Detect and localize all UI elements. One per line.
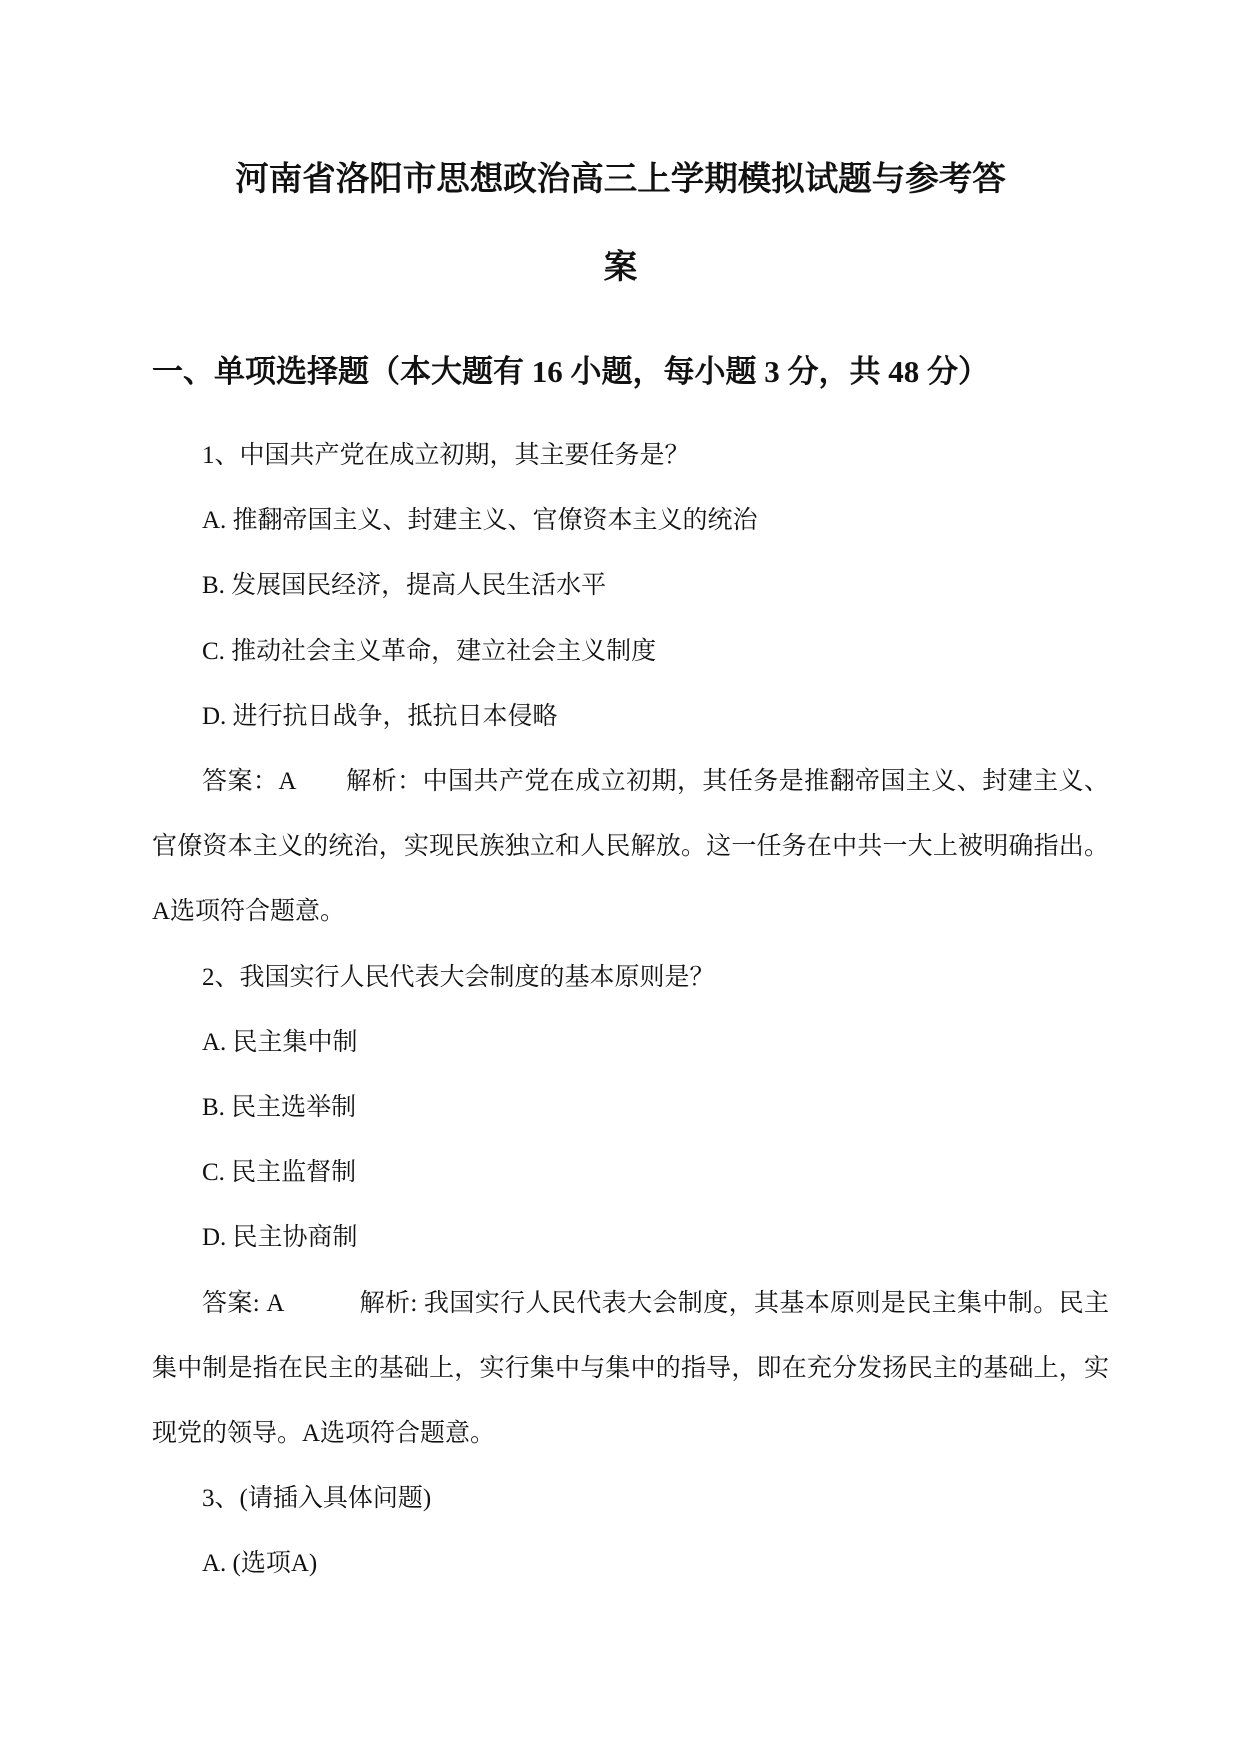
option-c: C. 推动社会主义革命，建立社会主义制度 xyxy=(202,637,657,665)
option-a: A. 推翻帝国主义、封建主义、官僚资本主义的统治 xyxy=(202,507,758,535)
question-stem: 1、中国共产党在成立初期，其主要任务是？ xyxy=(202,442,690,469)
section-heading: 一、单项选择题（本大题有 16 小题，每小题 3 分，共 48 分） xyxy=(152,354,989,389)
option-d: D. 民主协商制 xyxy=(202,1224,358,1252)
option-b: B. 发展国民经济，提高人民生活水平 xyxy=(202,572,607,600)
question-stem: 2、我国实行人民代表大会制度的基本原则是？ xyxy=(202,963,715,991)
option-a: A. 民主集中制 xyxy=(202,1028,358,1056)
answer-explanation: 答案：A 解析：中国共产党在成立初期，其任务是推翻帝国主义、封建主义、官僚资本主义的统治，实现民族独立和人民解放。这一任务在中共一大上被明确指出。A选项符合题意。 xyxy=(152,768,1109,926)
answer-explanation: 答案: A 解析: 我国实行人民代表大会制度，其基本原则是民主集中制。民主集中制是指在民主的基础上，实行集中与集中的指导，即在充分发扬民主的基础上，实现党的领导。A选项符合题意。 xyxy=(152,1289,1109,1448)
question-stem: 3、(请插入具体问题) xyxy=(202,1485,432,1513)
option-d: D. 进行抗日战争，抵抗日本侵略 xyxy=(202,702,558,730)
title-block xyxy=(0,136,1241,312)
option-c: C. 民主监督制 xyxy=(202,1159,357,1187)
question-2 xyxy=(152,945,1109,1467)
question-list xyxy=(152,423,1109,1597)
option-a: A. (选项A) xyxy=(202,1550,318,1578)
question-3 xyxy=(152,1466,1109,1596)
option-b: B. 民主选举制 xyxy=(202,1094,357,1122)
question-1 xyxy=(152,423,1109,945)
document-title: 河南省洛阳市思想政治高三上学期模拟试题与参考答案 xyxy=(235,161,1006,286)
